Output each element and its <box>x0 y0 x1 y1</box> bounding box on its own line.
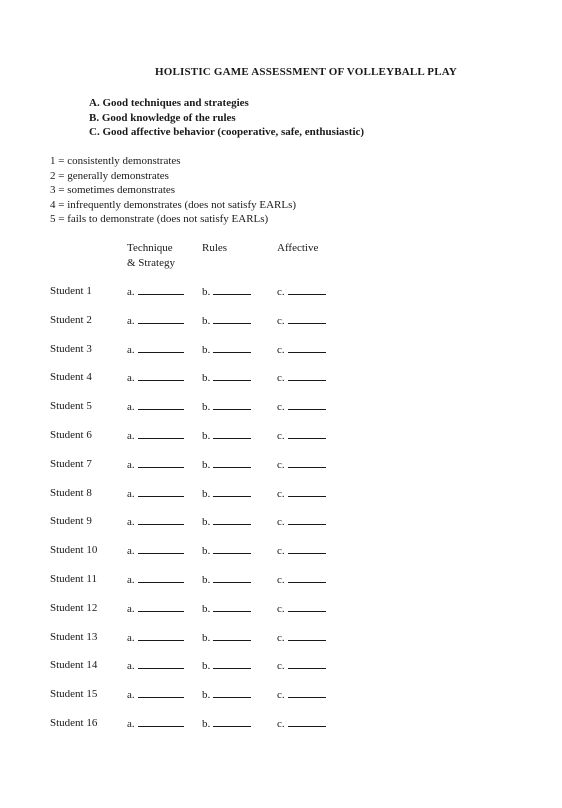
student-name: Student 9 <box>50 515 92 528</box>
score-prefix-a: a. <box>127 602 135 615</box>
blank-line[interactable] <box>213 370 251 381</box>
score-prefix-a: a. <box>127 314 135 327</box>
blank-line[interactable] <box>288 428 326 439</box>
blank-line[interactable] <box>138 284 184 295</box>
blank-line[interactable] <box>138 543 184 554</box>
blank-line[interactable] <box>138 630 184 641</box>
blank-line[interactable] <box>213 284 251 295</box>
score-prefix-b: b. <box>202 718 211 730</box>
student-name: Student 8 <box>50 486 92 499</box>
score-field-c[interactable] <box>277 342 326 357</box>
score-field-c[interactable] <box>277 572 326 587</box>
student-row <box>0 457 562 473</box>
student-name: Student 12 <box>50 601 98 614</box>
score-field-c[interactable] <box>277 370 326 385</box>
blank-line[interactable] <box>288 543 326 554</box>
blank-line[interactable] <box>288 313 326 324</box>
score-prefix-b: b. <box>202 660 211 673</box>
student-name: Student 10 <box>50 544 98 557</box>
student-row <box>0 514 562 530</box>
score-prefix-a: a. <box>127 689 135 702</box>
score-prefix-a: a. <box>127 718 135 730</box>
score-field-a[interactable] <box>127 370 184 385</box>
score-field-a[interactable] <box>127 313 184 328</box>
blank-line[interactable] <box>138 601 184 612</box>
header-affective: Affective <box>277 242 319 254</box>
student-name: Student 16 <box>50 717 98 729</box>
student-name: Student 11 <box>50 573 97 585</box>
header-rules: Rules <box>202 242 228 254</box>
score-prefix-c: c. <box>277 286 285 298</box>
score-field-b[interactable] <box>202 457 251 472</box>
score-prefix-b: b. <box>202 430 211 442</box>
score-prefix-a: a. <box>127 487 135 500</box>
blank-line[interactable] <box>213 658 251 669</box>
header-technique-line1: Technique <box>127 242 173 254</box>
blank-line[interactable] <box>288 514 326 525</box>
blank-line[interactable] <box>288 572 326 583</box>
score-prefix-b: b. <box>202 343 211 356</box>
blank-line[interactable] <box>213 601 251 612</box>
blank-line[interactable] <box>138 572 184 583</box>
blank-line[interactable] <box>213 399 251 410</box>
score-field-b[interactable] <box>202 687 251 702</box>
score-field-c[interactable] <box>277 284 326 299</box>
blank-line[interactable] <box>213 457 251 468</box>
score-prefix-b: b. <box>202 458 211 471</box>
score-prefix-a: a. <box>127 401 135 414</box>
score-field-c[interactable] <box>277 630 326 645</box>
score-prefix-c: c. <box>277 689 285 702</box>
student-name: Student 14 <box>50 659 98 672</box>
blank-line[interactable] <box>138 399 184 410</box>
student-name: Student 3 <box>50 342 92 355</box>
score-prefix-c: c. <box>277 545 285 558</box>
blank-line[interactable] <box>213 313 251 324</box>
student-name: Student 6 <box>50 429 92 441</box>
scale-item: 2 = generally demonstrates <box>50 169 169 182</box>
score-field-c[interactable] <box>277 399 326 414</box>
score-prefix-c: c. <box>277 372 285 385</box>
blank-line[interactable] <box>288 370 326 381</box>
blank-line[interactable] <box>288 658 326 669</box>
blank-line[interactable] <box>213 514 251 525</box>
score-field-a[interactable] <box>127 486 184 501</box>
student-row <box>0 630 562 646</box>
criteria-item: B. Good knowledge of the rules <box>89 111 236 124</box>
score-field-a[interactable] <box>127 457 184 472</box>
score-prefix-c: c. <box>277 458 285 471</box>
blank-line[interactable] <box>138 514 184 525</box>
score-field-a[interactable] <box>127 342 184 357</box>
student-row <box>0 543 562 559</box>
score-prefix-b: b. <box>202 372 211 385</box>
score-field-b[interactable] <box>202 486 251 501</box>
criteria-item: C. Good affective behavior (cooperative, safe, enthusiastic) <box>89 126 365 138</box>
blank-line[interactable] <box>138 428 184 439</box>
student-row <box>0 658 562 674</box>
blank-line[interactable] <box>213 630 251 641</box>
page-title: HOLISTIC GAME ASSESSMENT OF VOLLEYBALL PLAY <box>154 66 458 78</box>
header-technique-line2: & Strategy <box>127 256 175 269</box>
score-field-a[interactable] <box>127 284 184 299</box>
score-prefix-a: a. <box>127 660 135 673</box>
score-field-b[interactable] <box>202 399 251 414</box>
score-field-b[interactable] <box>202 630 251 645</box>
score-prefix-c: c. <box>277 430 285 442</box>
score-prefix-a: a. <box>127 343 135 356</box>
score-field-a[interactable] <box>127 687 184 702</box>
score-prefix-a: a. <box>127 631 135 644</box>
blank-line[interactable] <box>288 486 326 497</box>
blank-line[interactable] <box>213 687 251 698</box>
score-field-a[interactable] <box>127 630 184 645</box>
score-prefix-b: b. <box>202 689 211 702</box>
score-field-a[interactable] <box>127 601 184 616</box>
blank-line[interactable] <box>213 428 251 439</box>
score-prefix-c: c. <box>277 516 285 529</box>
student-name: Student 1 <box>50 285 92 297</box>
score-prefix-b: b. <box>202 286 211 298</box>
blank-line[interactable] <box>138 687 184 698</box>
score-field-a[interactable] <box>127 428 184 443</box>
student-row <box>0 370 562 386</box>
score-field-b[interactable] <box>202 313 251 328</box>
student-name: Student 5 <box>50 400 92 413</box>
student-name: Student 7 <box>50 457 92 470</box>
student-row <box>0 284 562 300</box>
student-row <box>0 486 562 502</box>
student-row <box>0 342 562 358</box>
blank-line[interactable] <box>138 486 184 497</box>
score-field-b[interactable] <box>202 370 251 385</box>
score-prefix-b: b. <box>202 516 211 529</box>
blank-line[interactable] <box>138 457 184 468</box>
blank-line[interactable] <box>288 342 326 353</box>
score-prefix-b: b. <box>202 314 211 327</box>
score-prefix-a: a. <box>127 286 135 298</box>
blank-line[interactable] <box>288 630 326 641</box>
score-field-a[interactable] <box>127 514 184 529</box>
blank-line[interactable] <box>288 284 326 295</box>
score-prefix-a: a. <box>127 516 135 529</box>
student-name: Student 15 <box>50 688 98 701</box>
blank-line[interactable] <box>288 687 326 698</box>
score-field-c[interactable] <box>277 658 326 673</box>
score-prefix-c: c. <box>277 631 285 644</box>
score-prefix-b: b. <box>202 401 211 414</box>
score-prefix-b: b. <box>202 574 211 586</box>
score-field-b[interactable] <box>202 543 251 558</box>
score-field-b[interactable] <box>202 716 251 731</box>
score-field-c[interactable] <box>277 313 326 328</box>
score-field-c[interactable] <box>277 514 326 529</box>
score-field-a[interactable] <box>127 543 184 558</box>
score-prefix-c: c. <box>277 602 285 615</box>
score-prefix-b: b. <box>202 602 211 615</box>
score-field-c[interactable] <box>277 543 326 558</box>
student-row <box>0 716 562 732</box>
score-field-b[interactable] <box>202 572 251 587</box>
student-row <box>0 572 562 588</box>
scale-item: 1 = consistently demonstrates <box>50 155 181 167</box>
score-field-b[interactable] <box>202 658 251 673</box>
score-prefix-c: c. <box>277 660 285 673</box>
score-prefix-a: a. <box>127 545 135 558</box>
rating-scale <box>50 154 296 227</box>
scale-item: 4 = infrequently demonstrates (does not satisfy EARLs) <box>50 198 297 211</box>
score-prefix-c: c. <box>277 343 285 356</box>
score-prefix-b: b. <box>202 631 211 644</box>
score-field-a[interactable] <box>127 399 184 414</box>
blank-line[interactable] <box>138 342 184 353</box>
score-field-a[interactable] <box>127 572 184 587</box>
blank-line[interactable] <box>288 716 326 727</box>
score-field-a[interactable] <box>127 658 184 673</box>
student-name: Student 2 <box>50 313 92 326</box>
score-field-c[interactable] <box>277 601 326 616</box>
score-prefix-a: a. <box>127 372 135 385</box>
blank-line[interactable] <box>288 601 326 612</box>
score-prefix-c: c. <box>277 401 285 414</box>
blank-line[interactable] <box>213 716 251 727</box>
criteria-list <box>89 96 364 140</box>
score-field-c[interactable] <box>277 486 326 501</box>
blank-line[interactable] <box>138 658 184 669</box>
score-field-a[interactable] <box>127 716 184 731</box>
score-field-c[interactable] <box>277 428 326 443</box>
score-field-b[interactable] <box>202 342 251 357</box>
student-row <box>0 313 562 329</box>
blank-line[interactable] <box>138 370 184 381</box>
score-prefix-b: b. <box>202 487 211 500</box>
blank-line[interactable] <box>213 342 251 353</box>
score-field-c[interactable] <box>277 457 326 472</box>
student-row <box>0 687 562 703</box>
score-field-b[interactable] <box>202 514 251 529</box>
score-prefix-c: c. <box>277 574 285 586</box>
criteria-item: A. Good techniques and strategies <box>89 97 249 109</box>
score-field-b[interactable] <box>202 601 251 616</box>
blank-line[interactable] <box>138 716 184 727</box>
student-name: Student 13 <box>50 630 98 643</box>
scale-item: 5 = fails to demonstrate (does not satisfy EARLs) <box>50 213 269 225</box>
score-field-c[interactable] <box>277 716 326 731</box>
score-field-b[interactable] <box>202 428 251 443</box>
score-prefix-c: c. <box>277 718 285 730</box>
score-prefix-a: a. <box>127 458 135 471</box>
student-row <box>0 601 562 617</box>
student-name: Student 4 <box>50 371 92 384</box>
blank-line[interactable] <box>288 457 326 468</box>
blank-line[interactable] <box>213 572 251 583</box>
scale-item: 3 = sometimes demonstrates <box>50 184 176 196</box>
student-row <box>0 428 562 444</box>
score-prefix-a: a. <box>127 574 135 586</box>
score-prefix-c: c. <box>277 487 285 500</box>
blank-line[interactable] <box>213 543 251 554</box>
score-field-b[interactable] <box>202 284 251 299</box>
score-prefix-c: c. <box>277 314 285 327</box>
score-prefix-b: b. <box>202 545 211 558</box>
score-field-c[interactable] <box>277 687 326 702</box>
header-technique <box>127 241 175 270</box>
blank-line[interactable] <box>138 313 184 324</box>
blank-line[interactable] <box>213 486 251 497</box>
blank-line[interactable] <box>288 399 326 410</box>
student-row <box>0 399 562 415</box>
score-prefix-a: a. <box>127 430 135 442</box>
